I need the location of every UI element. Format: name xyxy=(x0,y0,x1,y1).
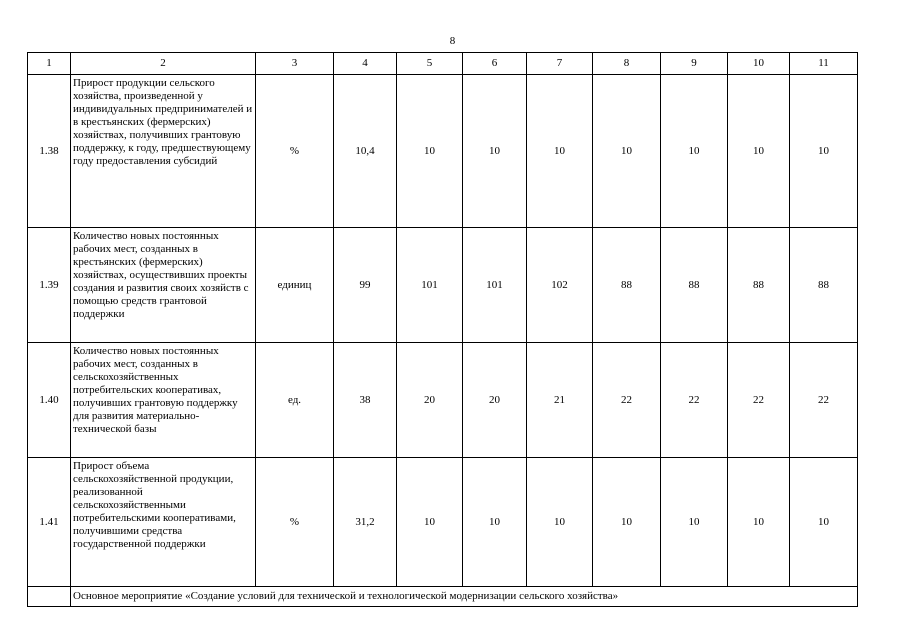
value-cell: 10 xyxy=(463,75,527,228)
value-cell: 10 xyxy=(397,75,463,228)
table-row xyxy=(28,587,858,607)
header-cell: 5 xyxy=(397,53,463,75)
value-cell: 88 xyxy=(728,228,790,343)
value-cell: 10 xyxy=(463,458,527,587)
value-cell: 102 xyxy=(527,228,593,343)
header-cell: 10 xyxy=(728,53,790,75)
header-cell: 4 xyxy=(334,53,397,75)
unit-cell: % xyxy=(256,458,334,587)
header-cell: 9 xyxy=(661,53,728,75)
indicator-name: Прирост объема сельскохозяйственной продукции, реализованной сельскохозяйственными потребительскими кооперативами, получившими средства государственной поддержки xyxy=(71,458,256,587)
value-cell: 88 xyxy=(593,228,661,343)
header-cell: 11 xyxy=(790,53,858,75)
value-cell: 31,2 xyxy=(334,458,397,587)
value-cell: 101 xyxy=(463,228,527,343)
indicator-name: Количество новых постоянных рабочих мест, созданных в сельскохозяйственных потребительских кооперативах, получивших грантовую поддержку для развития материально-технической базы xyxy=(71,343,256,458)
value-cell: 21 xyxy=(527,343,593,458)
value-cell: 10 xyxy=(593,458,661,587)
value-cell: 99 xyxy=(334,228,397,343)
value-cell: 10 xyxy=(397,458,463,587)
value-cell: 10 xyxy=(527,75,593,228)
value-cell: 10,4 xyxy=(334,75,397,228)
header-row xyxy=(28,53,858,75)
table-row xyxy=(28,458,858,587)
indicators-table xyxy=(27,52,858,607)
row-number: 1.39 xyxy=(28,228,71,343)
indicator-name: Количество новых постоянных рабочих мест, созданных в крестьянских (фермерских) хозяйствах, осуществивших проекты создания и развития своих хозяйств с помощью средств грантовой поддержки xyxy=(71,228,256,343)
unit-cell: ед. xyxy=(256,343,334,458)
value-cell: 10 xyxy=(728,75,790,228)
value-cell: 20 xyxy=(463,343,527,458)
value-cell: 22 xyxy=(728,343,790,458)
value-cell: 10 xyxy=(593,75,661,228)
value-cell: 10 xyxy=(790,75,858,228)
value-cell: 10 xyxy=(661,75,728,228)
page-number: 8 xyxy=(449,35,456,47)
empty-number-cell xyxy=(28,587,71,607)
unit-cell: % xyxy=(256,75,334,228)
value-cell: 22 xyxy=(661,343,728,458)
value-cell: 88 xyxy=(661,228,728,343)
value-cell: 10 xyxy=(661,458,728,587)
table-row xyxy=(28,343,858,458)
row-number: 1.38 xyxy=(28,75,71,228)
unit-cell: единиц xyxy=(256,228,334,343)
value-cell: 20 xyxy=(397,343,463,458)
value-cell: 101 xyxy=(397,228,463,343)
main-event-title: Основное мероприятие «Создание условий для технической и технологической модернизации сельского хозяйства» xyxy=(71,587,858,607)
value-cell: 10 xyxy=(790,458,858,587)
value-cell: 10 xyxy=(527,458,593,587)
value-cell: 38 xyxy=(334,343,397,458)
indicator-name: Прирост продукции сельского хозяйства, произведенной у индивидуальных предпринимателей и в крестьянских (фермерских) хозяйствах, получивших грантовую поддержку, к году, предшествующему году предоставления субсидий xyxy=(71,75,256,228)
table-row xyxy=(28,75,858,228)
header-cell: 1 xyxy=(28,53,71,75)
header-cell: 8 xyxy=(593,53,661,75)
header-cell: 2 xyxy=(71,53,256,75)
row-number: 1.41 xyxy=(28,458,71,587)
value-cell: 88 xyxy=(790,228,858,343)
header-cell: 7 xyxy=(527,53,593,75)
header-cell: 3 xyxy=(256,53,334,75)
value-cell: 22 xyxy=(790,343,858,458)
header-cell: 6 xyxy=(463,53,527,75)
row-number: 1.40 xyxy=(28,343,71,458)
table-row xyxy=(28,228,858,343)
value-cell: 10 xyxy=(728,458,790,587)
value-cell: 22 xyxy=(593,343,661,458)
